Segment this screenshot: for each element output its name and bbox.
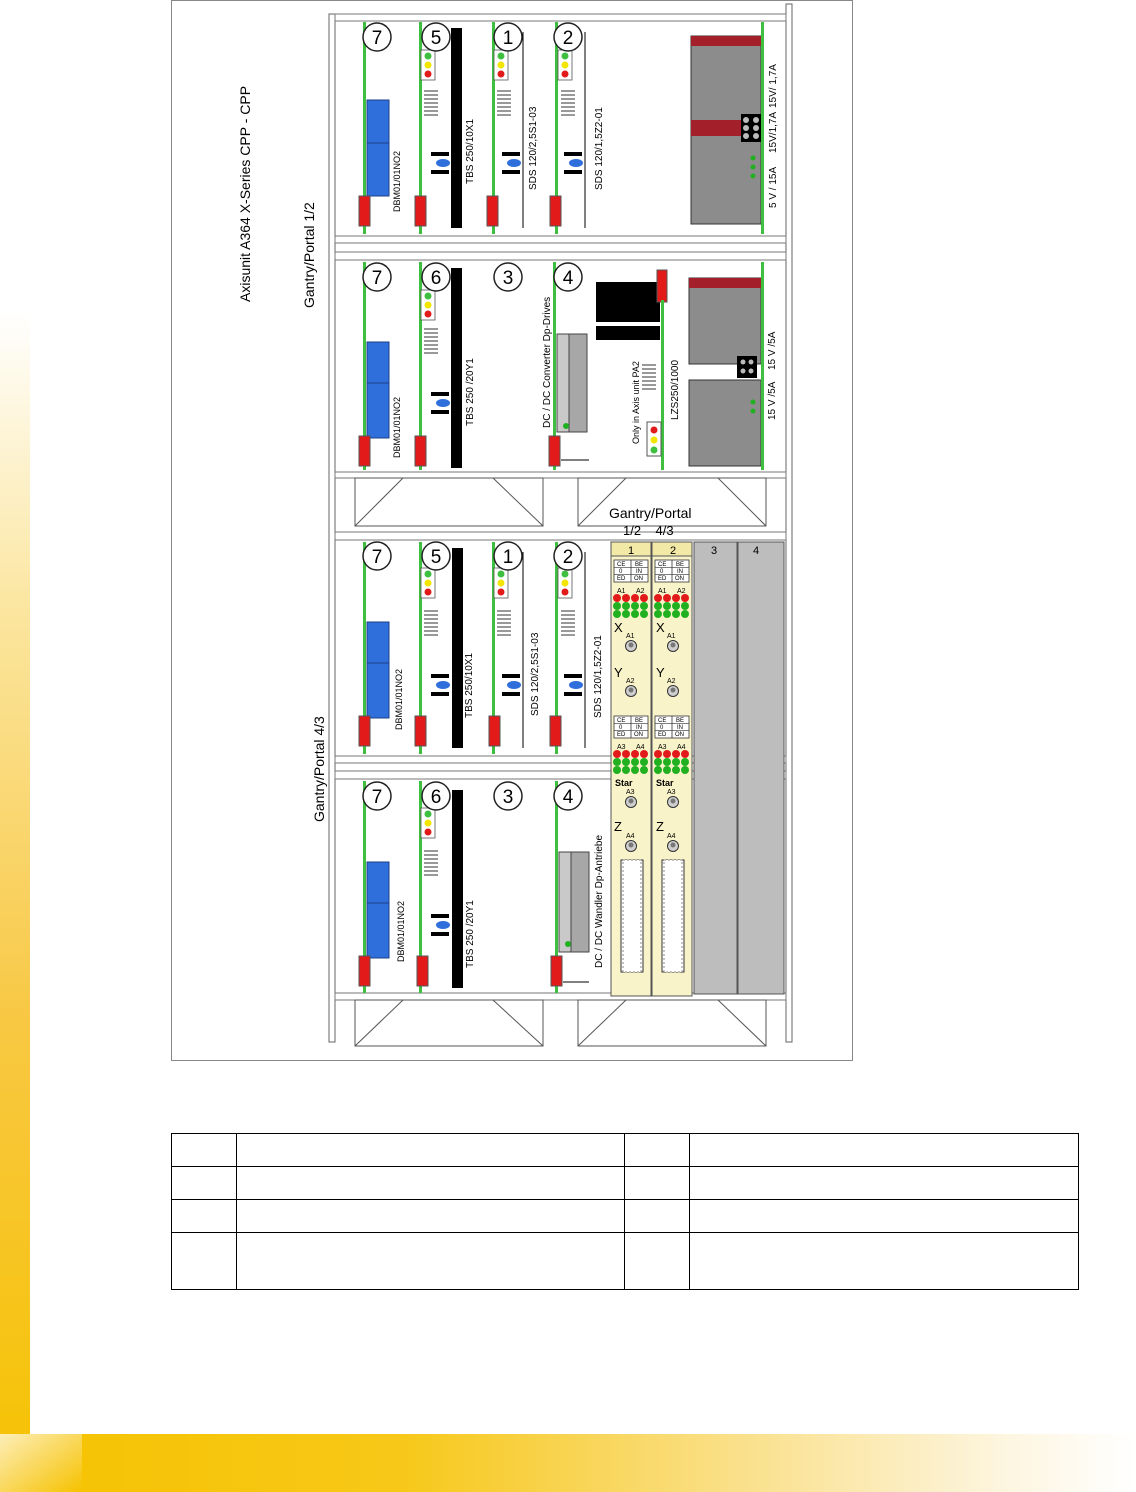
control-panel-1 [611, 542, 651, 996]
panel1-a4: A4 [636, 744, 645, 751]
panel1-z: Z [614, 819, 622, 834]
panel2-y: Y [656, 665, 665, 680]
panel2-z-sub: A4 [667, 833, 676, 840]
panel2-ed-2: ED [658, 732, 667, 738]
panel2-ed: ED [658, 576, 667, 582]
panel1-a1: A1 [617, 588, 626, 595]
panel2-zero: 0 [660, 569, 664, 575]
slot-number: 7 [371, 268, 383, 289]
panel1-y-sub: A2 [626, 678, 635, 685]
panel1-in-2: IN [636, 725, 642, 731]
slot-number: 3 [502, 268, 514, 289]
panel1-x-sub: A1 [626, 633, 635, 640]
panel2-x-sub: A1 [667, 633, 676, 640]
panel1-a3: A3 [617, 744, 626, 751]
table-cell [690, 1200, 1079, 1233]
panel2-on-2: ON [675, 732, 684, 738]
panel2-a4: A4 [677, 744, 686, 751]
table-row [172, 1134, 1079, 1167]
table-cell [625, 1134, 690, 1167]
panel2-be: BE [676, 562, 685, 568]
slot-number: 3 [502, 787, 514, 808]
slot-number: 2 [562, 28, 574, 49]
panel2-star-sub: A3 [667, 789, 676, 796]
panel2-on: ON [675, 576, 684, 582]
psu-label-5: 15 V /5A [767, 331, 778, 370]
slot-number: 1 [502, 28, 514, 49]
panel1-star-sub: A3 [626, 789, 635, 796]
table-cell [236, 1167, 625, 1200]
fan-tray-left-bottom [355, 1000, 543, 1046]
psu-label-1: 5 V / 15A [768, 166, 779, 208]
card-label-sds1-c: SDS 120/1,5Z2-01 [593, 635, 604, 718]
panel1-x: X [614, 620, 623, 635]
left-accent-strip [0, 310, 30, 1492]
table-cell [172, 1167, 237, 1200]
card-label-tbs-a: TBS 250/10X1 [465, 118, 476, 184]
info-table [171, 1133, 1079, 1290]
gantry-portal-nums: 1/2 4/3 [623, 523, 674, 538]
control-panel-2 [652, 542, 692, 996]
panel1-z-sub: A4 [626, 833, 635, 840]
slot-number: 4 [562, 787, 574, 808]
panel2-z: Z [656, 819, 664, 834]
panel2-a1: A1 [658, 588, 667, 595]
panel1-star: Star [615, 778, 633, 788]
table-cell [690, 1134, 1079, 1167]
rack-label-top: Gantry/Portal 1/2 [301, 202, 317, 308]
panel1-on: ON [634, 576, 643, 582]
slot-number: 7 [371, 787, 383, 808]
fan-tray-right-bottom [578, 1000, 766, 1046]
card-label-tbs-d: TBS 250 /20Y1 [465, 900, 476, 968]
rack-label-bottom: Gantry/Portal 4/3 [311, 716, 327, 822]
card-label-sds1-a: SDS 120/1,5Z2-01 [594, 107, 605, 190]
rack-diagram [171, 0, 853, 1061]
table-cell [625, 1200, 690, 1233]
panel1-ed-2: ED [617, 732, 626, 738]
psu-label-2: 15V/1,7A [768, 111, 779, 153]
table-cell [690, 1233, 1079, 1290]
panel2-in-2: IN [677, 725, 683, 731]
fan-tray-left-top [355, 478, 543, 526]
table-cell [172, 1200, 237, 1233]
panel-col-num-4: 4 [753, 545, 760, 557]
panel1-be: BE [635, 562, 644, 568]
table-cell [236, 1200, 625, 1233]
card-label-only-axis: Only in Axis unit PA2 [631, 361, 641, 444]
slot-number: 5 [430, 28, 442, 49]
card-label-dbm-a: DBM01/01NO2 [392, 150, 402, 212]
slot-number: 7 [371, 28, 383, 49]
panel2-a3: A3 [658, 744, 667, 751]
slot-number: 2 [562, 547, 574, 568]
panel1-y: Y [614, 665, 623, 680]
card-label-dbm-d: DBM01/01NO2 [396, 900, 406, 962]
panel2-a2: A2 [677, 588, 686, 595]
panel-col-num-1: 1 [628, 545, 635, 557]
table-row [172, 1200, 1079, 1233]
card-label-dbm-c: DBM01/01NO2 [394, 668, 404, 730]
slot-number: 7 [371, 547, 383, 568]
table-cell [172, 1233, 237, 1290]
card-label-lzs: LZS250/1000 [670, 359, 681, 420]
slot-number: 1 [502, 547, 514, 568]
rack-rail-right [786, 4, 792, 1042]
panel1-zero: 0 [619, 569, 623, 575]
blank-panel-3 [694, 542, 737, 994]
slot-number: 6 [430, 787, 442, 808]
table-cell [625, 1167, 690, 1200]
card-label-sds2-c: SDS 120/2,5S1-03 [530, 632, 541, 716]
panel2-x: X [656, 620, 665, 635]
table-cell [236, 1233, 625, 1290]
psu-label-3: 15V/ 1,7A [768, 64, 779, 108]
panel1-be-2: BE [635, 718, 644, 724]
module-block [367, 100, 389, 196]
table-row [172, 1167, 1079, 1200]
panel1-on-2: ON [634, 732, 643, 738]
table-cell [172, 1134, 237, 1167]
panel2-zero-2: 0 [660, 725, 664, 731]
panel2-be-2: BE [676, 718, 685, 724]
gantry-portal-label: Gantry/Portal [609, 505, 692, 521]
panel1-ce: CE [617, 562, 626, 568]
table-cell [625, 1233, 690, 1290]
table-cell [690, 1167, 1079, 1200]
psu-unit-mid [689, 278, 761, 364]
slot-number: 5 [430, 547, 442, 568]
footer-accent-bar [0, 1434, 1136, 1492]
panel1-in: IN [636, 569, 642, 575]
table-row [172, 1233, 1079, 1290]
card-label-tbs-b: TBS 250 /20Y1 [465, 358, 476, 426]
slot-number: 4 [562, 268, 574, 289]
footer-accent-notch [0, 1434, 82, 1492]
card-label-tbs-c: TBS 250/10X1 [464, 652, 475, 718]
panel1-ce-2: CE [617, 718, 626, 724]
panel1-zero-2: 0 [619, 725, 623, 731]
card-label-sds2-a: SDS 120/2,5S1-03 [528, 106, 539, 190]
diagram-title: Axisunit A364 X-Series CPP - CPP [237, 85, 253, 302]
card-label-dc-wandler: DC / DC Wandler Dp-Antriebe [594, 834, 605, 968]
blank-panel-4 [738, 542, 784, 994]
slot-number: 6 [430, 268, 442, 289]
rack-rail-left [329, 14, 335, 1042]
panel2-y-sub: A2 [667, 678, 676, 685]
psu-label-4: 15 V /5A [767, 381, 778, 420]
panel2-star: Star [656, 778, 674, 788]
panel-col-num-2: 2 [670, 545, 677, 557]
card-label-dc-converter: DC / DC Converter Dp-Drives [542, 296, 553, 428]
card-label-dbm-b: DBM01/01NO2 [392, 396, 402, 458]
panel1-a2: A2 [636, 588, 645, 595]
panel2-ce-2: CE [658, 718, 667, 724]
panel2-ce: CE [658, 562, 667, 568]
panel1-ed: ED [617, 576, 626, 582]
panel-col-num-3: 3 [711, 545, 718, 557]
table-cell [236, 1134, 625, 1167]
panel2-in: IN [677, 569, 683, 575]
